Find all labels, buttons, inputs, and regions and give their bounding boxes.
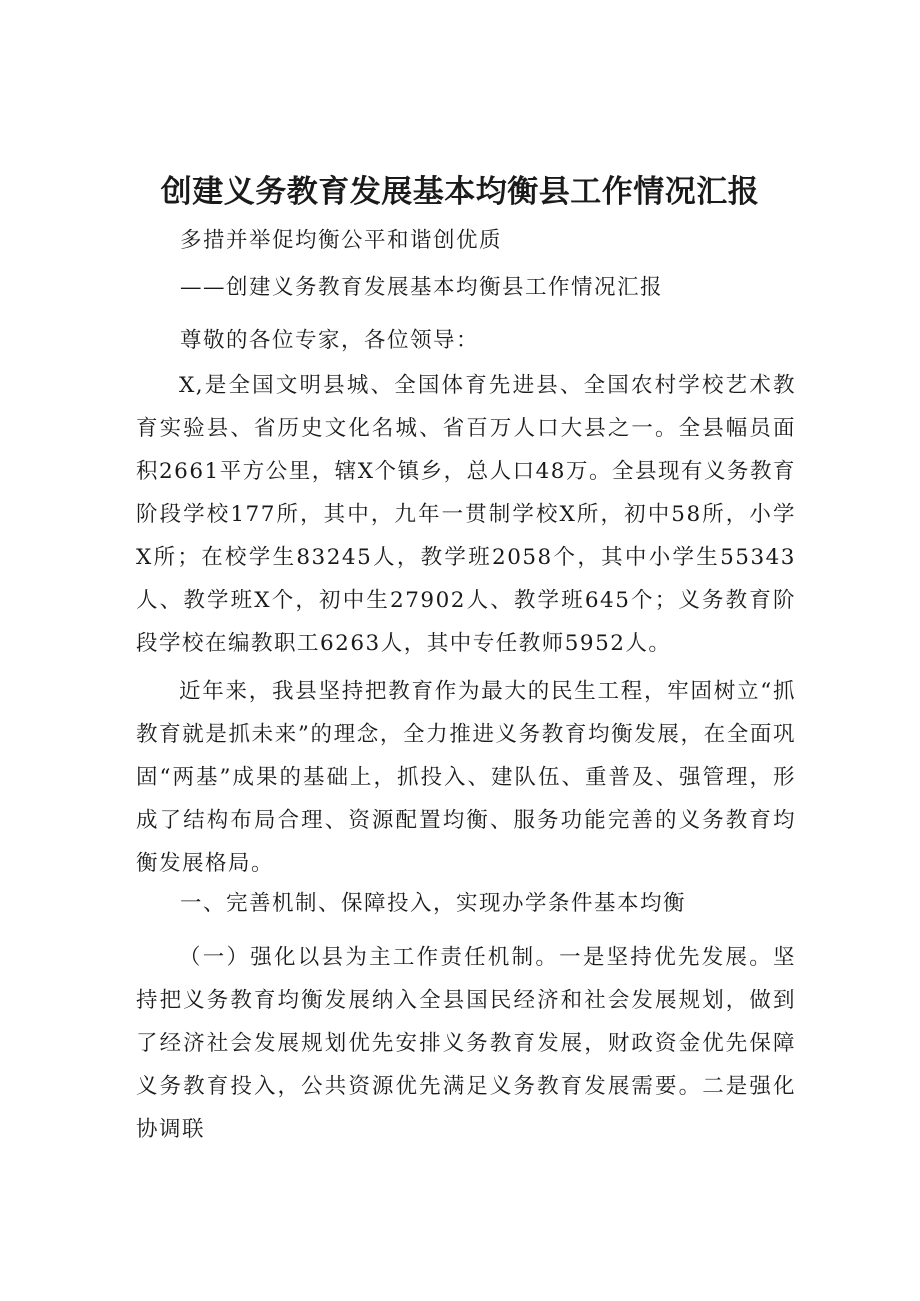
section-heading: 一、完善机制、保障投入，实现办学条件基本均衡 [180, 891, 687, 916]
paragraph-intro: X,是全国文明县城、全国体育先进县、全国农村学校艺术教育实验县、省历史文化名城、省百万人口大县之一。全县幅员面积2661平方公里，辖X个镇乡，总人口48万。全县现有义务教育阶段学校177所，其中，九年一贯制学校X所，初中58所，小学X所；在校学生83245人，教学班2058个，其中小学生55343人、教学班X个，初中生27902人、教学班645个；义务教育阶段学校在编教职工6263人，其中专任教师5952人。 [136, 373, 796, 656]
paragraph-mechanism: （一）强化以县为主工作责任机制。一是坚持优先发展。坚持把义务教育均衡发展纳入全县国民经济和社会发展规划，做到了经济社会发展规划优先安排义务教育发展，财政资金优先保障义务教育投入，公共资源优先满足义务教育发展需要。二是强化协调联 [136, 945, 796, 1142]
document-subtitle: 多措并举促均衡公平和谐创优质 [180, 228, 503, 253]
document-title: 创建义务教育发展基本均衡县工作情况汇报 [160, 174, 760, 210]
paragraph-overview: 近年来，我县坚持把教育作为最大的民生工程，牢固树立“抓教育就是抓未来”的理念，全力推进义务教育均衡发展，在全面巩固“两基”成果的基础上，抓投入、建队伍、重普及、强管理，形成了结构布局合理、资源配置均衡、服务功能完善的义务教育均衡发展格局。 [136, 679, 796, 876]
document-subtitle-dash: ——创建义务教育发展基本均衡县工作情况汇报 [180, 275, 664, 300]
greeting: 尊敬的各位专家，各位领导： [180, 328, 480, 353]
